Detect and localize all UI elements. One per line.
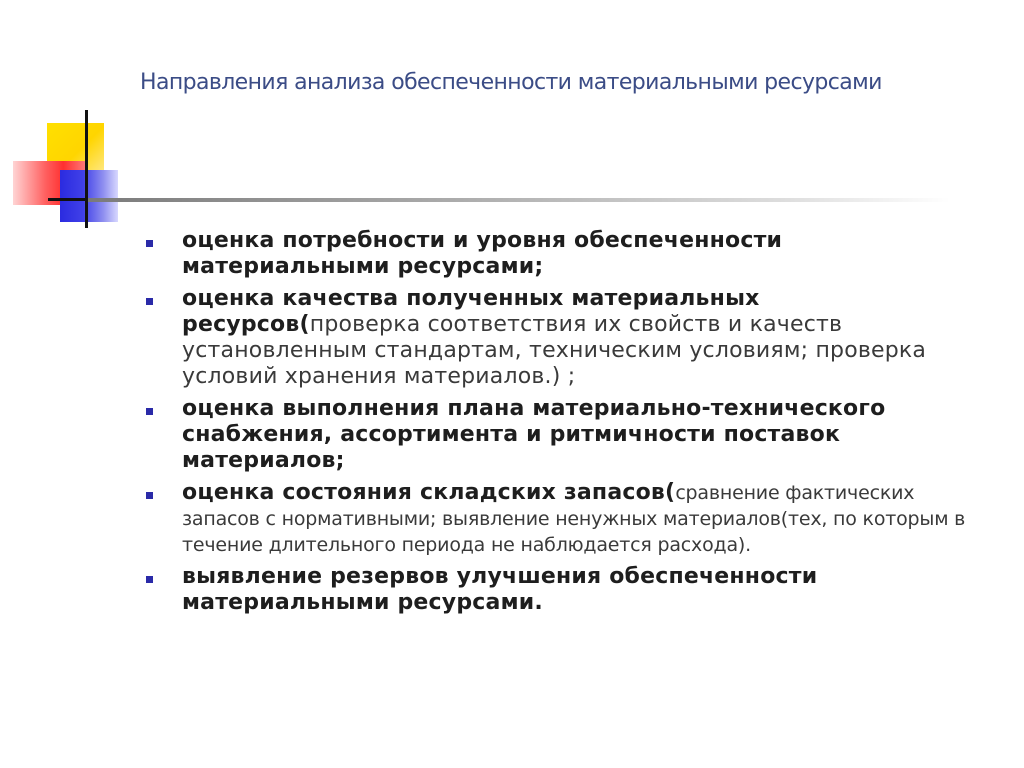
bullet-text-normal: проверка соответствия их свойств и качеств установленным стандартам, техническим условиям; проверка условий хранения материалов.) ; — [182, 312, 927, 389]
bullet-text-bold: оценка качества полученных материальных ресурсов( — [182, 286, 760, 337]
square-bullet-icon — [146, 408, 153, 415]
bullet-item — [146, 228, 986, 280]
bullet-text-normal: сравнение фактических запасов с нормативными; выявление ненужных материалов(тех, по которым в течение длительного периода не наблюдается расхода). — [182, 482, 966, 556]
square-bullet-icon — [146, 240, 153, 247]
bullet-text-bold: оценка потребности и уровня обеспеченности материальными ресурсами; — [182, 228, 783, 279]
bullet-item — [146, 564, 986, 616]
bullet-item — [146, 396, 986, 474]
bullet-text-bold: выявление резервов улучшения обеспеченности материальными ресурсами. — [182, 564, 818, 615]
title-divider — [88, 198, 950, 202]
square-bullet-icon — [146, 298, 153, 305]
square-bullet-icon — [146, 492, 153, 499]
bullet-item — [146, 480, 986, 558]
slide-title: Направления анализа обеспеченности материальными ресурсами — [140, 70, 882, 95]
decorative-logo — [0, 0, 160, 240]
bullet-text-bold: оценка состояния складских запасов( — [182, 480, 676, 505]
blue-square-decoration — [60, 170, 118, 222]
logo-vertical-line — [85, 110, 88, 228]
square-bullet-icon — [146, 576, 153, 583]
bullet-text-bold: оценка выполнения плана материально-технического снабжения, ассортимента и ритмичности поставок материалов; — [182, 396, 886, 473]
bullet-item — [146, 286, 986, 390]
bullet-list — [146, 228, 986, 622]
